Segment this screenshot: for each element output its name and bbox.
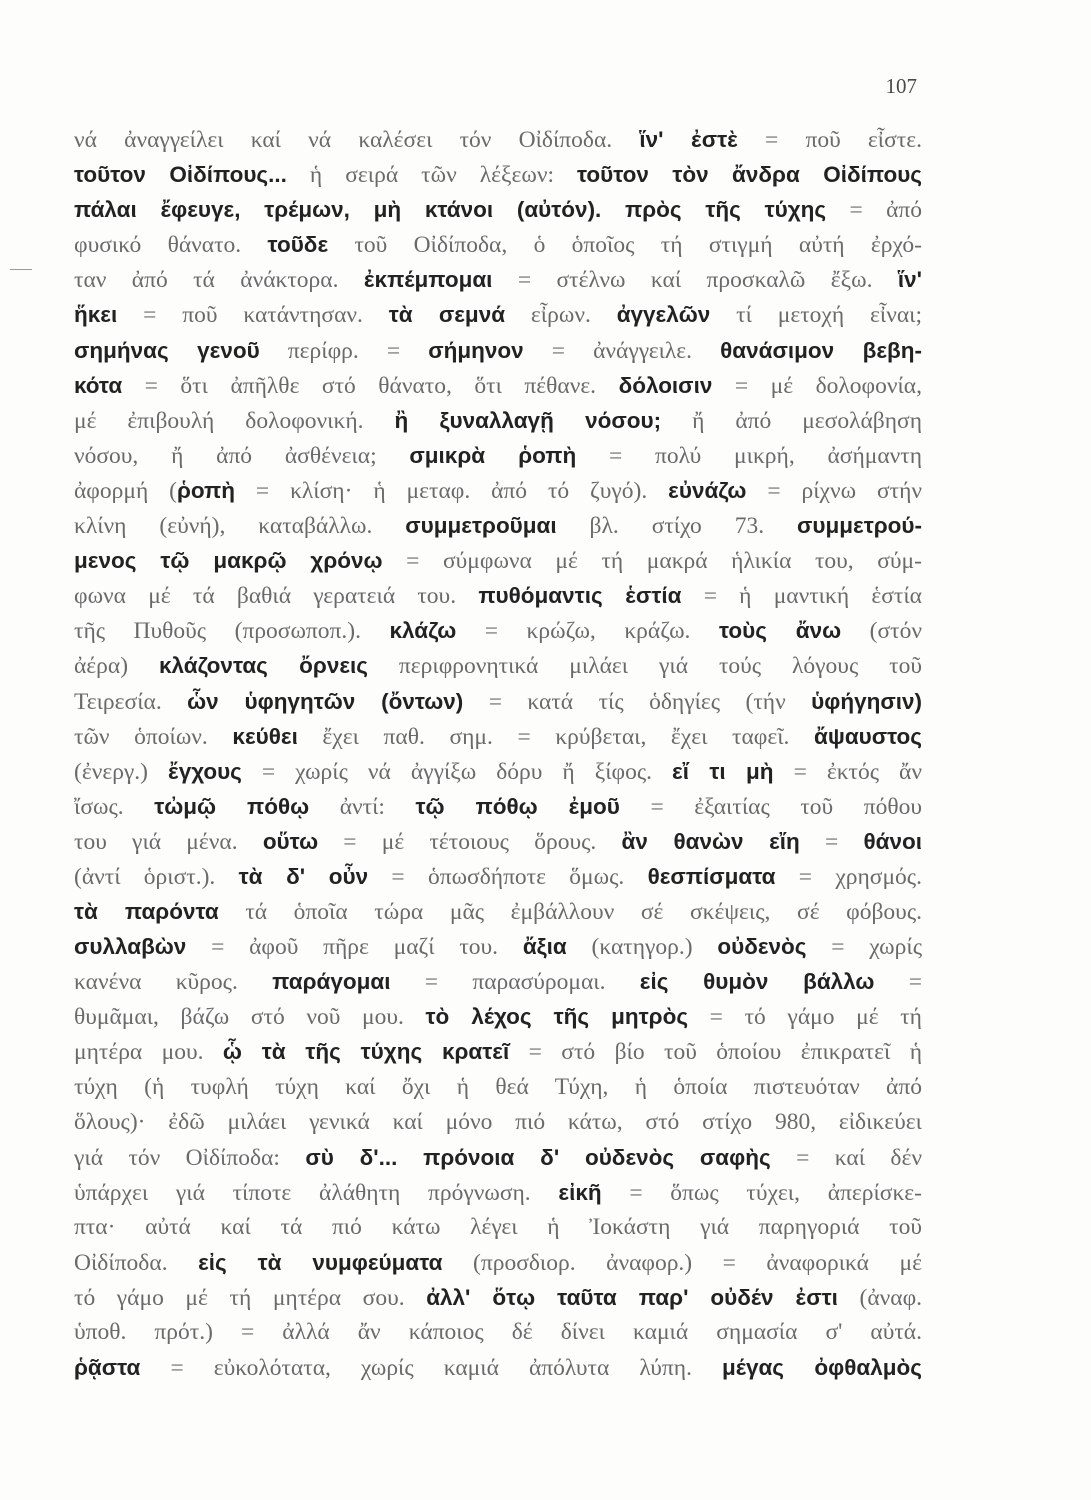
gloss-text: βλ. στίχο 73. [556, 513, 798, 540]
text-line [74, 368, 922, 403]
gloss-text: = ἀπό [826, 197, 922, 224]
gloss-text: = ρίχνω στήν [746, 477, 922, 504]
gloss-text: τοῦ Οἰδίποδα, ὁ ὁποῖος τή στιγμή αὐτή ἐρχό- [328, 232, 922, 259]
text-line [74, 754, 922, 789]
text-line [74, 1070, 922, 1105]
gloss-text: ὑποθ. πρότ.) = ἀλλά ἄν κάποιος δέ δίνει καμιά σημασία σ' αὐτά. [74, 1319, 922, 1346]
text-line [74, 929, 922, 964]
lemma-term: τὸ λέχος τῆς μητρὸς [425, 1004, 689, 1030]
lemma-term: τοὺς ἄνω [718, 618, 842, 644]
text-line [74, 1034, 922, 1069]
gloss-text: = πολύ μικρή, ἀσήμαντη [576, 442, 922, 469]
lemma-term: τὰ δ' οὖν [238, 863, 369, 889]
lemma-term: πάλαι ἔφευγε, τρέμων, μὴ κτάνοι (αὐτόν). πρὸς τῆς τύχης [74, 197, 827, 223]
gloss-text: περιφρονητικά μιλάει γιά τούς λόγους τοῦ [368, 653, 922, 680]
lemma-term: ἵν' [897, 267, 922, 293]
lemma-term: ῥοπὴ [176, 477, 235, 503]
text-line [74, 1210, 922, 1245]
gloss-text: = μέ δολοφονία, [712, 372, 922, 399]
text-line [74, 438, 922, 473]
gloss-text: ὑπάρχει γιά τίποτε ἀλάθητη πρόγνωση. [74, 1179, 559, 1206]
text-line [74, 859, 922, 894]
lemma-term: μενος τῷ μακρῷ χρόνῳ [74, 548, 383, 574]
lemma-term: εἴ τι μὴ [672, 758, 774, 784]
lemma-term: οὐδενὸς [717, 934, 807, 960]
gloss-text: = ὁπωσδήποτε ὅμως. [368, 863, 648, 890]
lemma-term: σήμηνον [428, 337, 524, 363]
lemma-term: συλλαβὼν [74, 934, 187, 960]
lemma-term: εὐνάζω [668, 477, 747, 503]
lemma-term: μέγας ὀφθαλμὸς [722, 1355, 922, 1381]
lemma-term: θανάσιμον βεβη- [720, 337, 922, 363]
text-line [74, 789, 922, 824]
lemma-term: εἰκῆ [558, 1179, 602, 1205]
gloss-text: ἀφορμή ( [74, 477, 177, 504]
gloss-text: = ποῦ εἶστε. [737, 127, 922, 153]
lemma-term: ἄψαυστος [814, 723, 922, 749]
text-line [74, 1315, 922, 1350]
lemma-term: ἀγγελῶν [616, 302, 711, 328]
lemma-term: οὕτω [262, 828, 319, 854]
lemma-term: τοῦδε [267, 232, 329, 258]
gloss-text: = τό γάμο μέ τή [688, 1004, 922, 1031]
text-line [74, 824, 922, 859]
gloss-text: ἴσως. [74, 793, 155, 820]
lemma-term: τὰ παρόντα [74, 899, 219, 925]
gloss-text: τύχη (ἡ τυφλή τύχη καί ὄχι ἡ θεά Τύχη, ἡ ὁποία πιστευόταν ἀπό [74, 1073, 922, 1100]
lemma-term: συμμετρού- [797, 513, 922, 539]
text-line [74, 684, 922, 719]
gloss-text: τά ὁποῖα τώρα μᾶς ἐμβάλλουν σέ σκέψεις, σέ φόβους. [218, 899, 922, 926]
gloss-text: = μέ τέτοιους ὅρους. [318, 828, 622, 855]
gloss-text: νόσου, ἤ ἀπό ἀσθένεια; [74, 442, 410, 469]
text-line [74, 543, 922, 578]
gloss-text: Τειρεσία. [74, 688, 188, 715]
lemma-term: ᾧ τὰ τῆς τύχης κρατεῖ [222, 1039, 510, 1065]
text-line [74, 227, 922, 262]
lemma-term: σὺ δ'... πρόνοια δ' οὐδενὸς σαφὴς [305, 1144, 771, 1170]
text-line [74, 192, 922, 227]
gloss-text: ἀέρα) [74, 653, 159, 680]
gloss-text: μέ ἐπιβουλή δολοφονική. [74, 407, 395, 434]
lemma-term: ἂν θανὼν εἴη [621, 828, 800, 854]
lemma-term: ἄξια [522, 934, 567, 960]
gloss-text: ἤ ἀπό μεσολάβηση [661, 407, 922, 434]
gloss-text: = χωρίς [806, 934, 922, 961]
gloss-text: = κρώζω, κράζω. [456, 618, 719, 645]
gloss-text: = ἐξαιτίας τοῦ πόθου [619, 793, 922, 820]
gloss-text: = στό βίο τοῦ ὁποίου ἐπικρατεῖ ἡ [509, 1039, 922, 1066]
lemma-term: ἵν' ἐστὲ [639, 127, 738, 152]
gloss-text: = καί δέν [770, 1144, 922, 1171]
lemma-term: τὠμῷ πόθῳ [154, 793, 310, 819]
gloss-text: = κλίση· ἡ μεταφ. ἀπό τό ζυγό). [235, 477, 669, 504]
gloss-text: μητέρα μου. [74, 1039, 223, 1066]
lemma-term: ὧν ὑφηγητῶν (ὄντων) [187, 688, 464, 714]
gloss-text: = ἀφοῦ πῆρε μαζί του. [186, 934, 523, 961]
text-line [74, 1350, 922, 1385]
gloss-text: πτα· αὐτά καί τά πιό κάτω λέγει ἡ Ἰοκάστη γιά παρηγοριά τοῦ [74, 1213, 922, 1240]
lemma-term: σημήνας γενοῦ [74, 337, 260, 363]
text-line [74, 578, 922, 613]
text-line [74, 1175, 922, 1210]
lemma-term: ἥκει [74, 302, 118, 328]
gloss-text: (κατηγορ.) [566, 934, 718, 961]
gloss-text: = [799, 828, 864, 855]
text-line [74, 1105, 922, 1140]
gloss-text: = [874, 969, 922, 996]
text-line [74, 648, 922, 683]
text-line [74, 1245, 922, 1280]
lemma-term: θεσπίσματα [647, 863, 776, 889]
text-line [74, 613, 922, 648]
gloss-text: τῆς Πυθοῦς (προσωποπ.). [74, 618, 390, 645]
lemma-term: κλάζοντας ὄρνεις [158, 653, 368, 679]
text-line [74, 333, 922, 368]
lemma-term: ῥᾷστα [74, 1355, 141, 1381]
gloss-text: (προσδιορ. ἀναφορ.) = ἀναφορικά μέ [442, 1250, 922, 1276]
gloss-text: ὅλους)· ἐδῶ μιλάει γενικά καί μόνο πιό κάτω, στό στίχο 980, εἰδικεύει [74, 1108, 922, 1135]
gloss-text: εἶρων. [505, 302, 617, 329]
lemma-term: κλάζω [389, 618, 457, 644]
lemma-term: παράγομαι [272, 969, 391, 995]
page-number: 107 [885, 74, 917, 98]
gloss-text: νά ἀναγγείλει καί νά καλέσει τόν Οἰδίποδα. [74, 127, 640, 153]
text-line [74, 262, 922, 297]
lemma-term: ἀλλ' ὅτῳ ταῦτα παρ' οὐδέν ἐστι [426, 1285, 838, 1311]
lemma-term: τῷ πόθῳ ἐμοῦ [415, 793, 620, 819]
gloss-text: = ἀνάγγειλε. [523, 337, 721, 364]
gloss-text: = σύμφωνα μέ τή μακρά ἡλικία του, σύμ- [382, 548, 922, 575]
text-line [74, 508, 922, 543]
lemma-term: κεύθει [232, 723, 298, 749]
gloss-text: = ὅτι ἀπῆλθε στό θάνατο, ὅτι πέθανε. [122, 372, 619, 399]
gloss-text: = εὐκολότατα, χωρίς καμιά ἀπόλυτα λύπη. [140, 1355, 723, 1382]
lemma-term: τοῦτον τὸν ἄνδρα Οἰδίπους [577, 162, 922, 188]
gloss-text: = παρασύρομαι. [390, 969, 640, 996]
gloss-text: = ποῦ κατάντησαν. [117, 302, 389, 329]
gloss-text: τό γάμο μέ τή μητέρα σου. [74, 1285, 427, 1312]
lemma-term: κότα [74, 372, 123, 398]
gloss-text: τῶν ὁποίων. [74, 723, 233, 750]
gloss-text: ἡ σειρά τῶν λέξεων: [286, 162, 578, 189]
gloss-text: ταν ἀπό τά ἀνάκτορα. [74, 267, 364, 294]
text-line [74, 894, 922, 929]
lemma-term: πυθόμαντις ἑστία [478, 583, 682, 609]
gloss-text: φυσικό θάνατο. [74, 232, 268, 259]
gloss-text: = στέλνω καί προσκαλῶ ἔξω. [492, 267, 898, 294]
text-line [74, 999, 922, 1034]
gloss-text: του γιά μένα. [74, 828, 263, 855]
gloss-text: (ἀναφ. [837, 1285, 922, 1312]
lemma-term: σμικρὰ ῥοπὴ [409, 442, 577, 468]
lemma-term: συμμετροῦμαι [405, 513, 557, 539]
gloss-text: ἀντί: [309, 793, 416, 820]
lemma-term: ὑφήγησιν) [811, 688, 922, 714]
text-line [74, 403, 922, 438]
gloss-text: (στόν [841, 618, 922, 645]
lemma-term: εἰς τὰ νυμφεύματα [198, 1250, 443, 1275]
text-line [74, 719, 922, 754]
lemma-term: θάνοι [863, 828, 922, 854]
gloss-text: θυμᾶμαι, βάζω στό νοῦ μου. [74, 1004, 426, 1031]
text-line [74, 1280, 922, 1315]
text-line [74, 157, 922, 192]
gloss-text: φωνα μέ τά βαθιά γερατειά του. [74, 583, 479, 610]
text-line [74, 964, 922, 999]
lemma-term: ἢ ξυναλλαγῇ νόσου; [394, 407, 662, 433]
lemma-term: ἔγχους [168, 758, 242, 784]
gloss-text: τί μετοχή εἶναι; [710, 302, 922, 329]
gloss-text: (ἀντί ὁριστ.). [74, 863, 239, 890]
gloss-text: κανένα κῦρος. [74, 969, 273, 996]
text-line [74, 473, 922, 508]
text-line [74, 297, 922, 332]
margin-mark [10, 269, 32, 270]
gloss-text: γιά τόν Οἰδίποδα: [74, 1144, 306, 1171]
text-line [74, 122, 922, 157]
gloss-text: = ὅπως τύχει, ἀπερίσκε- [601, 1179, 922, 1206]
lemma-term: δόλοισιν [618, 372, 713, 398]
lemma-term: τὰ σεμνά [388, 302, 506, 328]
text-line [74, 1140, 922, 1175]
gloss-text: = χωρίς νά ἀγγίξω δόρυ ἤ ξίφος. [241, 758, 673, 785]
lemma-term: τοῦτον Οἰδίπους... [74, 162, 287, 188]
gloss-text: περίφρ. = [259, 337, 429, 364]
gloss-text: ἔχει παθ. σημ. = κρύβεται, ἔχει ταφεῖ. [297, 723, 815, 750]
gloss-text: = ἡ μαντική ἑστία [681, 583, 922, 610]
gloss-text: (ἐνεργ.) [74, 758, 169, 785]
gloss-text: Οἰδίποδα. [74, 1250, 199, 1276]
lemma-term: ἐκπέμπομαι [363, 267, 493, 293]
commentary-text [74, 122, 922, 1385]
gloss-text: = ἐκτός ἄν [773, 758, 922, 785]
gloss-text: κλίνη (εὐνή), καταβάλλω. [74, 513, 406, 540]
gloss-text: = κατά τίς ὁδηγίες (τήν [463, 688, 812, 715]
gloss-text: = χρησμός. [775, 863, 922, 890]
lemma-term: εἰς θυμὸν βάλλω [639, 969, 875, 995]
